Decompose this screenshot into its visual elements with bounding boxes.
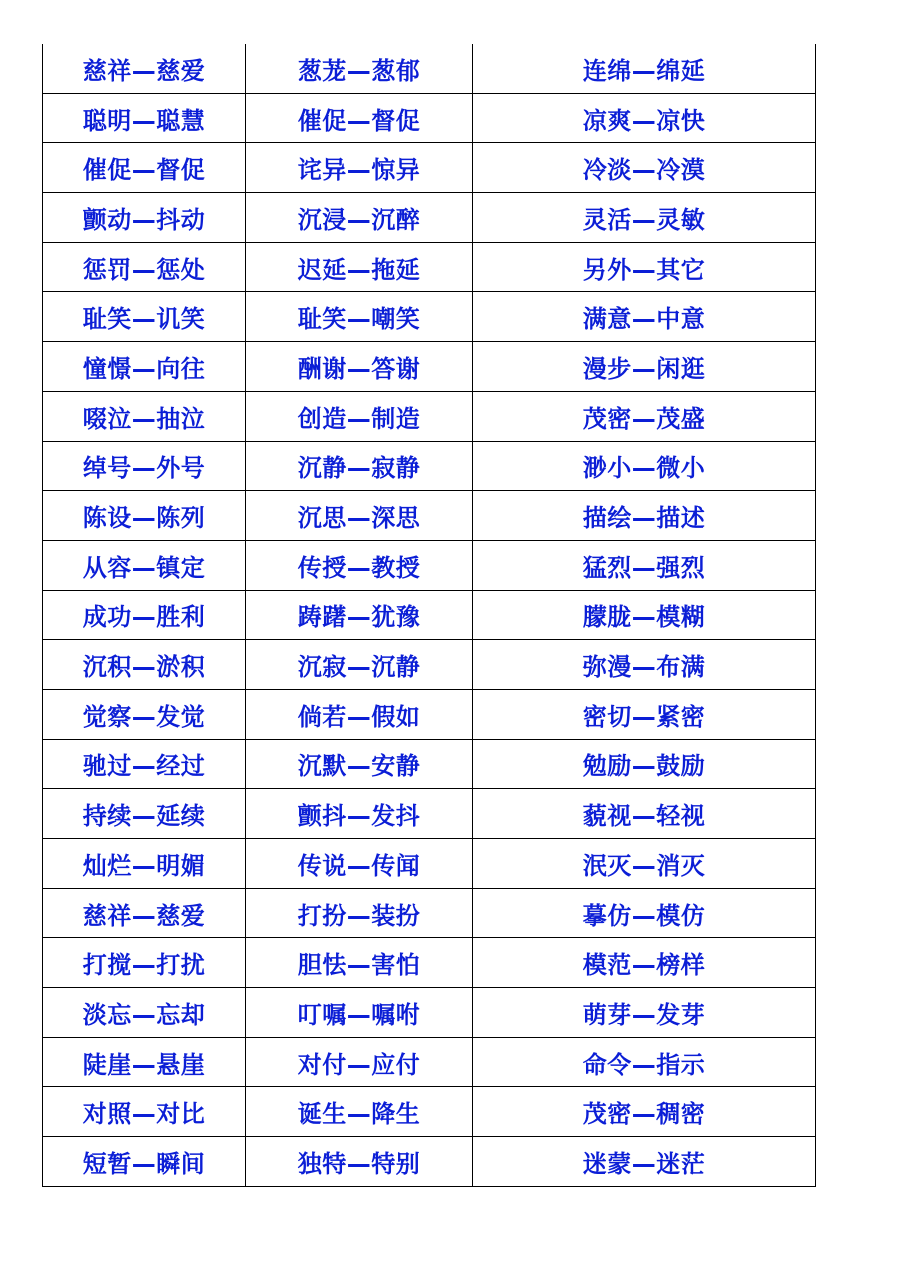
table-row	[43, 242, 816, 292]
table-row	[43, 689, 816, 739]
synonym-pair-cell: 持续—延续	[43, 789, 246, 839]
synonym-pair-cell: 迟延—拖延	[246, 242, 473, 292]
synonym-pair-cell: 成功—胜利	[43, 590, 246, 640]
synonym-pair-cell: 沉浸—沉醉	[246, 193, 473, 243]
synonym-table	[42, 44, 816, 1187]
synonym-pair-cell: 诞生—降生	[246, 1087, 473, 1137]
synonym-pair-cell: 沉默—安静	[246, 739, 473, 789]
synonym-pair-cell: 满意—中意	[473, 292, 816, 342]
synonym-pair-cell: 从容—镇定	[43, 540, 246, 590]
synonym-pair-cell: 倘若—假如	[246, 689, 473, 739]
synonym-pair-cell: 酬谢—答谢	[246, 342, 473, 392]
synonym-pair-cell: 聪明—聪慧	[43, 93, 246, 143]
synonym-pair-cell: 颤抖—发抖	[246, 789, 473, 839]
table-row	[43, 540, 816, 590]
synonym-pair-cell: 凉爽—凉快	[473, 93, 816, 143]
table-row	[43, 1087, 816, 1137]
synonym-pair-cell: 胆怯—害怕	[246, 938, 473, 988]
synonym-pair-cell: 慈祥—慈爱	[43, 44, 246, 93]
synonym-pair-cell: 茂密—稠密	[473, 1087, 816, 1137]
table-row	[43, 491, 816, 541]
table-row	[43, 789, 816, 839]
synonym-pair-cell: 传说—传闻	[246, 839, 473, 889]
table-row	[43, 1037, 816, 1087]
synonym-pair-cell: 灵活—灵敏	[473, 193, 816, 243]
table-row	[43, 640, 816, 690]
table-row	[43, 938, 816, 988]
synonym-pair-cell: 啜泣—抽泣	[43, 391, 246, 441]
synonym-pair-cell: 连绵—绵延	[473, 44, 816, 93]
synonym-pair-cell: 渺小—微小	[473, 441, 816, 491]
table-row	[43, 44, 816, 93]
synonym-table-body	[43, 44, 816, 1186]
synonym-pair-cell: 命令—指示	[473, 1037, 816, 1087]
synonym-pair-cell: 灿烂—明媚	[43, 839, 246, 889]
synonym-pair-cell: 沉积—淤积	[43, 640, 246, 690]
synonym-pair-cell: 传授—教授	[246, 540, 473, 590]
synonym-pair-cell: 对照—对比	[43, 1087, 246, 1137]
synonym-pair-cell: 摹仿—模仿	[473, 888, 816, 938]
synonym-pair-cell: 藐视—轻视	[473, 789, 816, 839]
table-row	[43, 590, 816, 640]
synonym-pair-cell: 泯灭—消灭	[473, 839, 816, 889]
table-row	[43, 292, 816, 342]
synonym-pair-cell: 耻笑—讥笑	[43, 292, 246, 342]
synonym-pair-cell: 憧憬—向往	[43, 342, 246, 392]
table-row	[43, 193, 816, 243]
synonym-pair-cell: 勉励—鼓励	[473, 739, 816, 789]
synonym-pair-cell: 沉静—寂静	[246, 441, 473, 491]
synonym-pair-cell: 沉思—深思	[246, 491, 473, 541]
synonym-pair-cell: 朦胧—模糊	[473, 590, 816, 640]
table-row	[43, 739, 816, 789]
synonym-pair-cell: 陈设—陈列	[43, 491, 246, 541]
synonym-pair-cell: 萌芽—发芽	[473, 988, 816, 1038]
synonym-pair-cell: 打扮—装扮	[246, 888, 473, 938]
synonym-pair-cell: 耻笑—嘲笑	[246, 292, 473, 342]
synonym-pair-cell: 诧异—惊异	[246, 143, 473, 193]
synonym-pair-cell: 短暂—瞬间	[43, 1137, 246, 1187]
synonym-pair-cell: 冷淡—冷漠	[473, 143, 816, 193]
synonym-pair-cell: 颤动—抖动	[43, 193, 246, 243]
synonym-pair-cell: 葱茏—葱郁	[246, 44, 473, 93]
synonym-pair-cell: 另外—其它	[473, 242, 816, 292]
synonym-pair-cell: 密切—紧密	[473, 689, 816, 739]
synonym-pair-cell: 迷蒙—迷茫	[473, 1137, 816, 1187]
table-row	[43, 342, 816, 392]
synonym-pair-cell: 模范—榜样	[473, 938, 816, 988]
synonym-pair-cell: 驰过—经过	[43, 739, 246, 789]
synonym-pair-cell: 独特—特别	[246, 1137, 473, 1187]
table-row	[43, 839, 816, 889]
synonym-pair-cell: 叮嘱—嘱咐	[246, 988, 473, 1038]
synonym-pair-cell: 沉寂—沉静	[246, 640, 473, 690]
synonym-pair-cell: 打搅—打扰	[43, 938, 246, 988]
synonym-pair-cell: 催促—督促	[246, 93, 473, 143]
table-row	[43, 1137, 816, 1187]
synonym-pair-cell: 漫步—闲逛	[473, 342, 816, 392]
synonym-pair-cell: 对付—应付	[246, 1037, 473, 1087]
synonym-pair-cell: 觉察—发觉	[43, 689, 246, 739]
synonym-pair-cell: 慈祥—慈爱	[43, 888, 246, 938]
synonym-pair-cell: 猛烈—强烈	[473, 540, 816, 590]
synonym-pair-cell: 淡忘—忘却	[43, 988, 246, 1038]
table-row	[43, 391, 816, 441]
synonym-pair-cell: 陡崖—悬崖	[43, 1037, 246, 1087]
synonym-pair-cell: 催促—督促	[43, 143, 246, 193]
table-row	[43, 441, 816, 491]
synonym-pair-cell: 茂密—茂盛	[473, 391, 816, 441]
synonym-pair-cell: 弥漫—布满	[473, 640, 816, 690]
synonym-pair-cell: 描绘—描述	[473, 491, 816, 541]
synonym-pair-cell: 创造—制造	[246, 391, 473, 441]
synonym-pair-cell: 惩罚—惩处	[43, 242, 246, 292]
table-row	[43, 988, 816, 1038]
table-row	[43, 93, 816, 143]
table-row	[43, 143, 816, 193]
table-row	[43, 888, 816, 938]
synonym-pair-cell: 踌躇—犹豫	[246, 590, 473, 640]
synonym-pair-cell: 绰号—外号	[43, 441, 246, 491]
